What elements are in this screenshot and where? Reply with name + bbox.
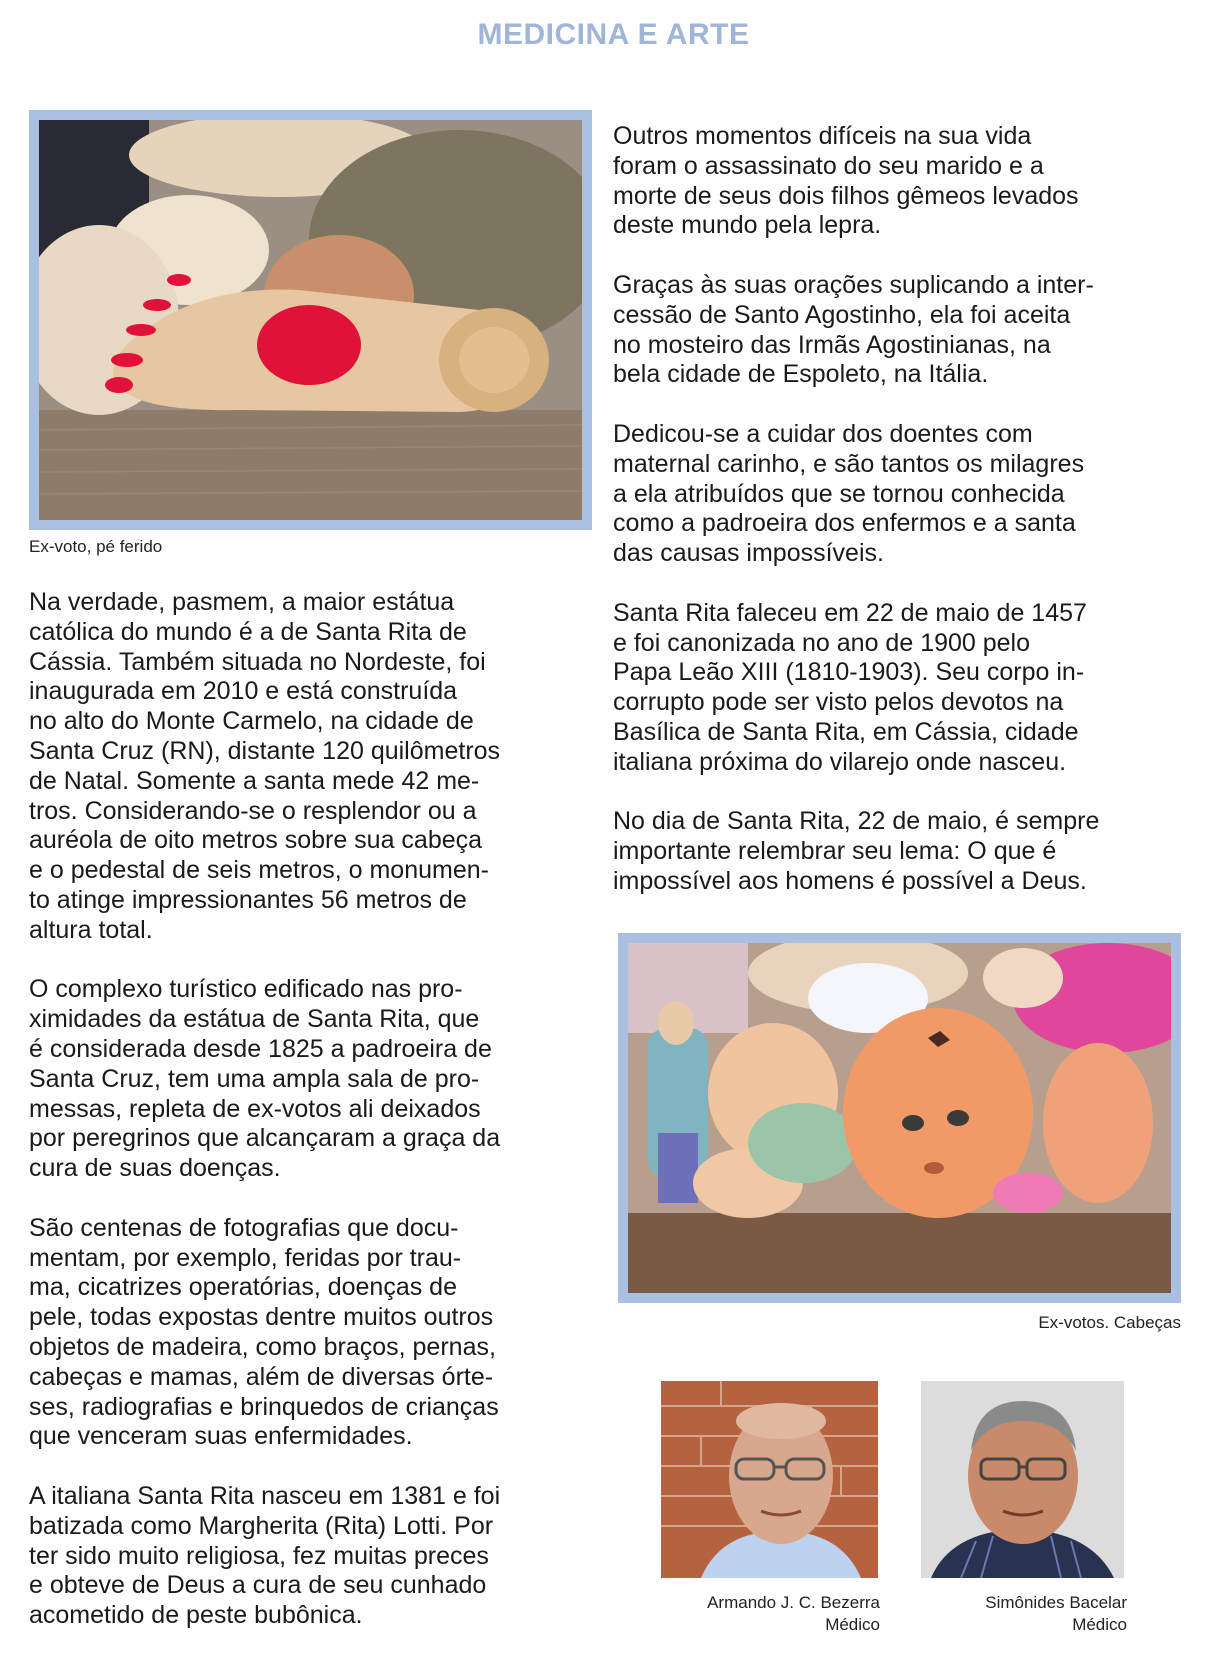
section-title: MEDICINA E ARTE (477, 18, 750, 51)
author-name: Armando J. C. Bezerra (707, 1593, 880, 1612)
author-role: Médico (1072, 1615, 1127, 1634)
paragraph: Na verdade, pasmem, a maior estátua católica do mundo é a de Santa Rita de Cássia. Também situada no Nordeste, foi inaugurada em 2010 e está construída no alto do Monte Carmelo, na cidade de Santa Cruz (RN), distante 120 quilômetros de Natal. Somente a santa mede 42 me- tros. Considerando-se o resplendor ou a auréola de oito metros sobre sua cabeça e o pedestal de seis metros, o monumen- to atinge impressionantes 56 metros de altura total. (29, 588, 501, 944)
portrait-armando (661, 1381, 878, 1578)
doll-heads-ex-voto-photo (618, 933, 1181, 1303)
paragraph: A italiana Santa Rita nasceu em 1381 e foi batizada como Margherita (Rita) Lotti. Por ter sido muito religiosa, fez muitas preces e obteve de Deus a cura de seu cunhado acometido de peste bubônica. (29, 1481, 501, 1630)
paragraph: Dedicou-se a cuidar dos doentes com maternal carinho, e são tantos os milagres a ela atribuídos que se tornou conhecida como a padroeira dos enfermos e a santa das causas impossíveis. (613, 419, 1085, 568)
author-signature (921, 1592, 1127, 1636)
doll-heads-photo-caption: Ex-votos. Cabeças (1038, 1313, 1181, 1332)
paragraph: Graças às suas orações suplicando a inter- cessão de Santo Agostinho, ela foi aceita no mosteiro das Irmãs Agostinianas, na bela cidade de Espoleto, na Itália. (613, 270, 1094, 389)
right-column (613, 122, 1173, 927)
paragraph: São centenas de fotografias que docu- mentam, por exemplo, feridas por trau- ma, cicatrizes operatórias, doenças de pele, todas expostas dentre muitos outros objetos de madeira, como braços, pernas, cabeças e mamas, além de diversas órte- ses, radiografias e brinquedos de crianças que venceram suas enfermidades. (29, 1213, 499, 1451)
foot-photo-caption: Ex-voto, pé ferido (29, 537, 163, 556)
author-name: Simônides Bacelar (985, 1593, 1127, 1612)
portrait-simonides (921, 1381, 1124, 1578)
author-role: Médico (825, 1615, 880, 1634)
paragraph: O complexo turístico edificado nas pro- ximidades da estátua de Santa Rita, que é considerada desde 1825 a padroeira de Santa Cruz, tem uma ampla sala de pro- messas, repleta de ex-votos ali deixados por peregrinos que alcançaram a graça da cura de suas doenças. (29, 975, 501, 1183)
author-signature (661, 1592, 880, 1636)
left-column (29, 588, 589, 1661)
paragraph: Outros momentos difíceis na sua vida foram o assassinato do seu marido e a morte de seus dois filhos gêmeos levados deste mundo pela lepra. (613, 122, 1079, 240)
author-portrait (921, 1381, 1124, 1578)
doll-heads-illustration (628, 943, 1171, 1293)
author-portrait (661, 1381, 878, 1578)
paragraph: Santa Rita faleceu em 22 de maio de 1457 e foi canonizada no ano de 1900 pelo Papa Leão XIII (1810-1903). Seu corpo in- corrupto pode ser visto pelos devotos na Basílica de Santa Rita, em Cássia, cidade italiana próxima do vilarejo onde nasceu. (613, 598, 1087, 776)
foot-illustration (39, 120, 582, 520)
paragraph: No dia de Santa Rita, 22 de maio, é sempre importante relembrar seu lema: O que é impossível aos homens é possível a Deus. (613, 807, 1100, 895)
foot-ex-voto-photo (29, 110, 592, 530)
